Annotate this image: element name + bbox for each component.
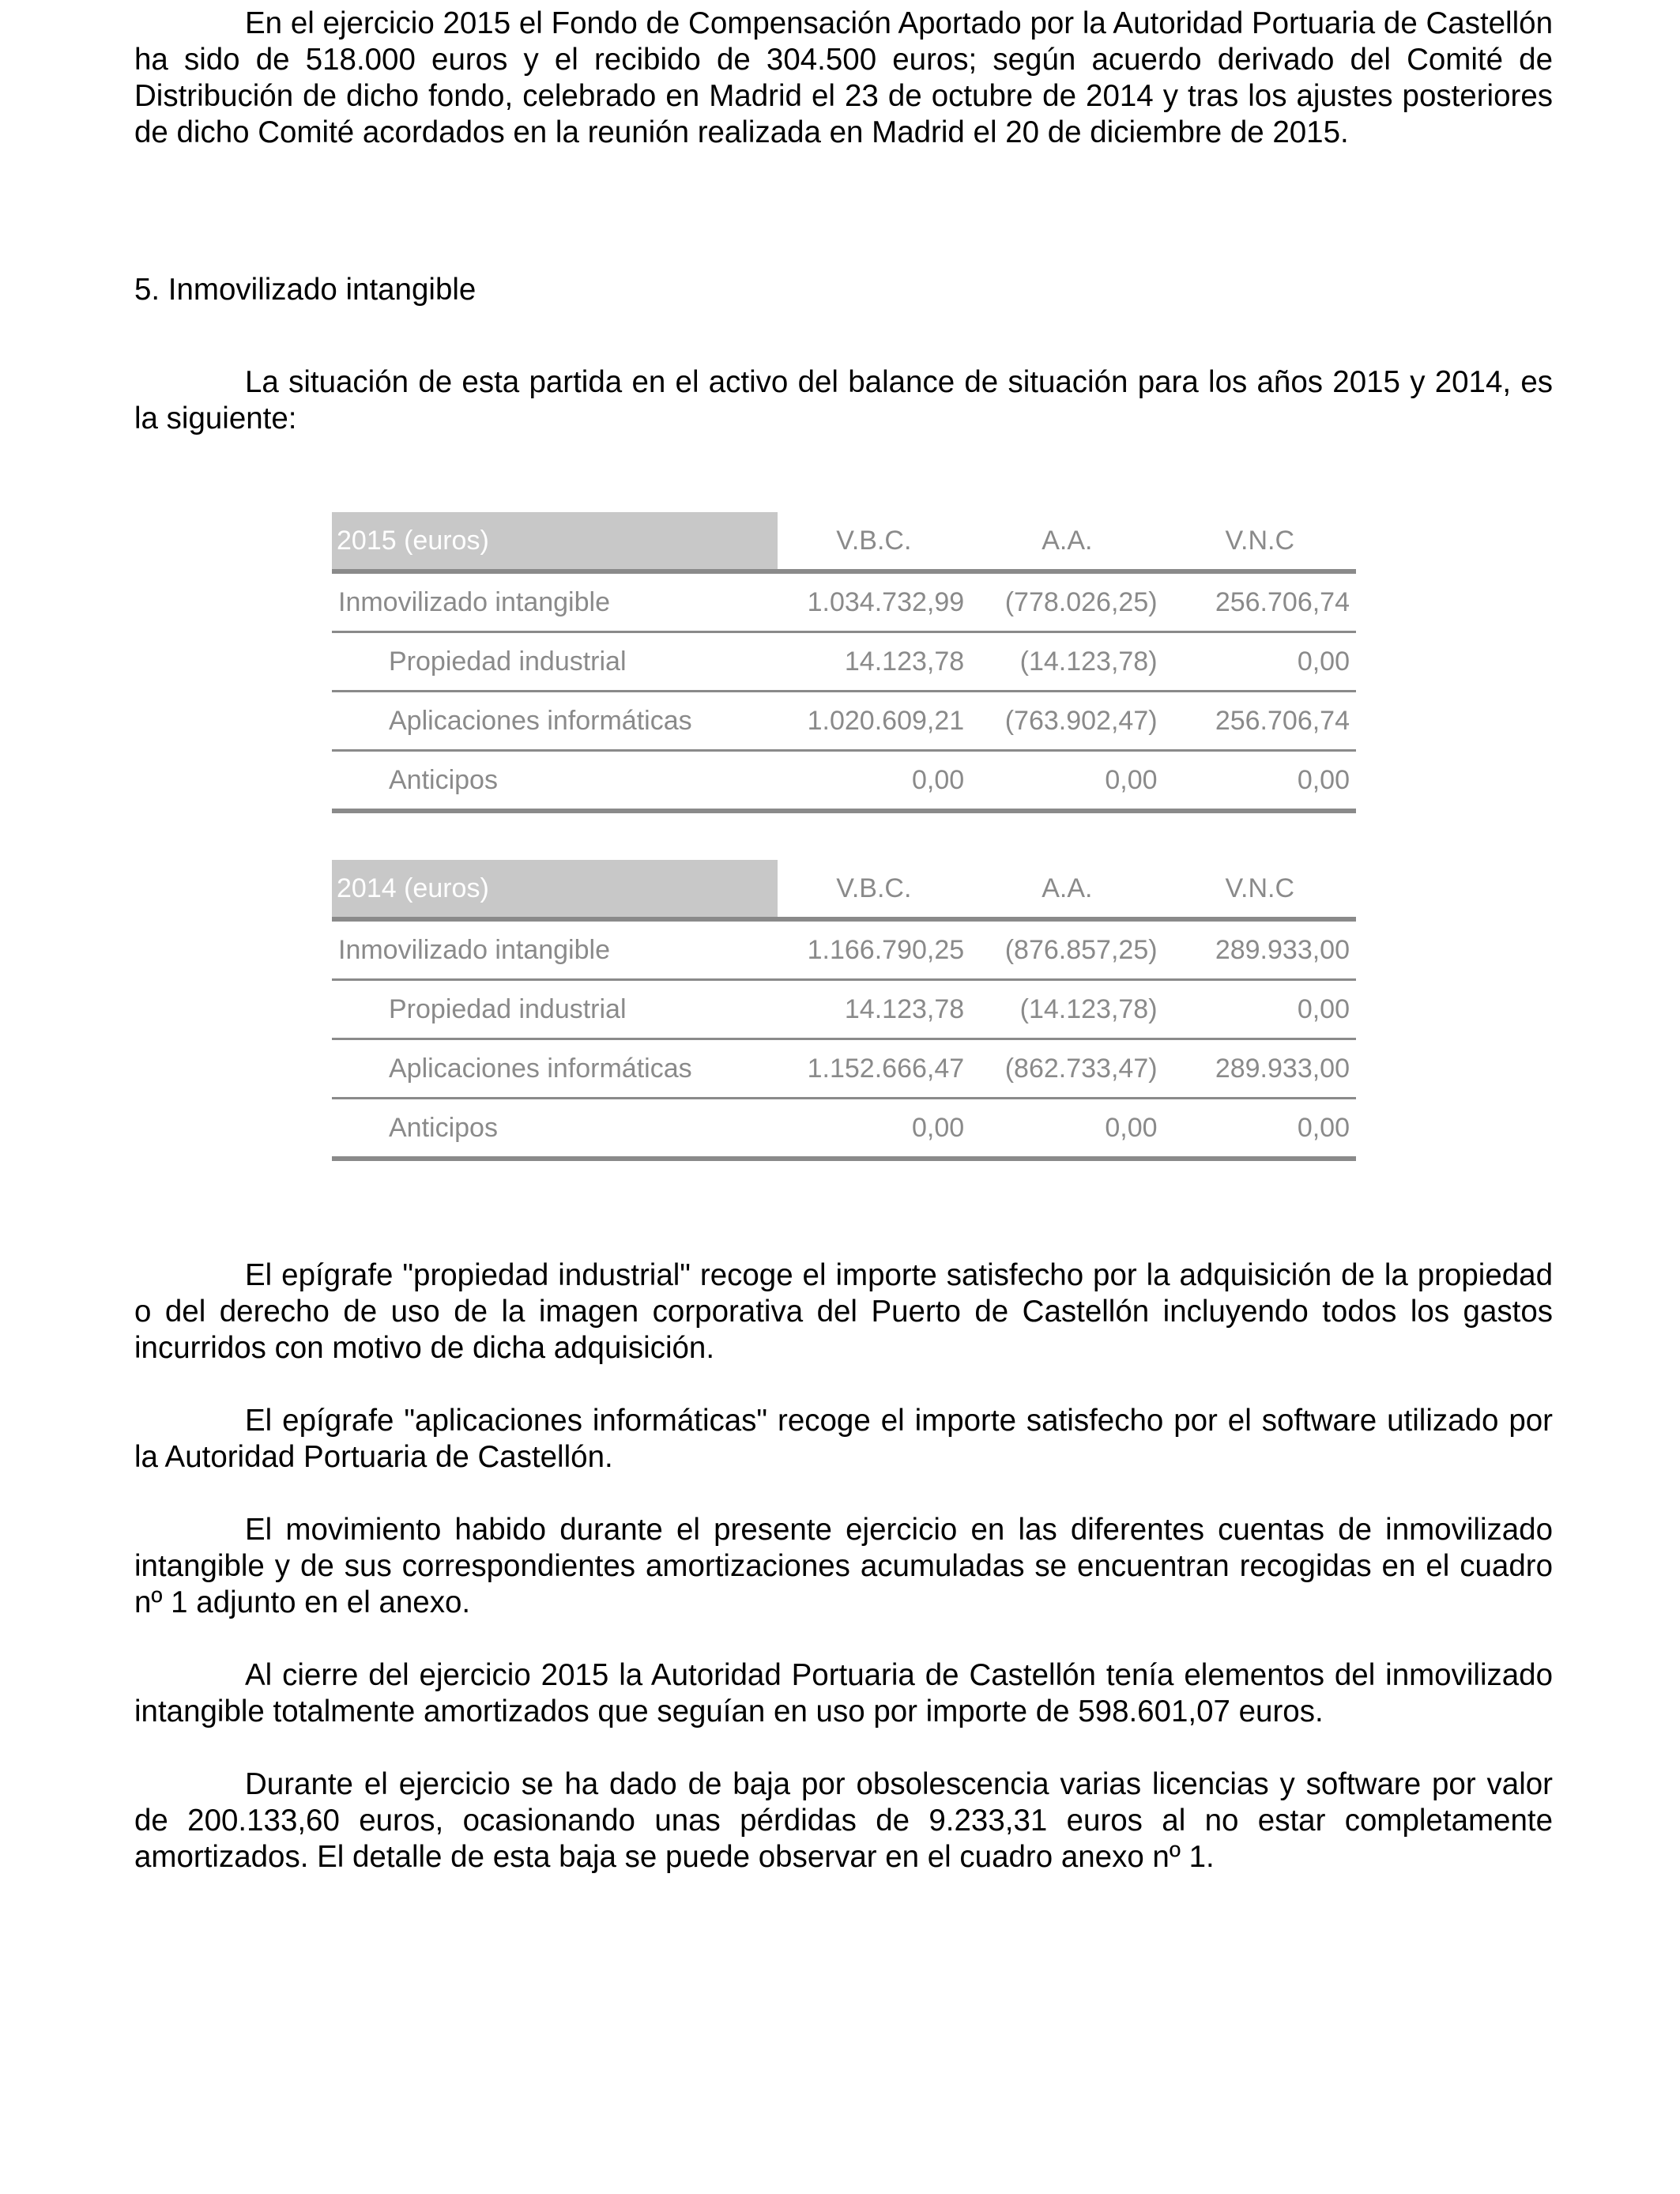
- row-label: Inmovilizado intangible: [332, 571, 778, 632]
- cell-aa: (14.123,78): [970, 632, 1163, 692]
- column-header-vnc: V.N.C: [1164, 860, 1356, 919]
- cell-vnc: 289.933,00: [1164, 919, 1356, 980]
- column-header-vnc: V.N.C: [1164, 512, 1356, 571]
- paragraph-fondo-compensacion: En el ejercicio 2015 el Fondo de Compensación Aportado por la Autoridad Portuaria de Castellón ha sido de 518.000 euros y el recibido de 304.500 euros; según acuerdo derivado del Comité de Distribución de dicho fondo, celebrado en Madrid el 23 de octubre de 2014 y tras los ajustes posteriores de dicho Comité acordados en la reunión realizada en Madrid el 20 de diciembre de 2015.: [134, 6, 1553, 149]
- row-label: Aplicaciones informáticas: [332, 692, 778, 751]
- cell-aa: 0,00: [970, 1099, 1163, 1159]
- row-label: Propiedad industrial: [332, 980, 778, 1039]
- cell-vbc: 1.166.790,25: [778, 919, 971, 980]
- paragraph-baja-obsolescencia: Durante el ejercicio se ha dado de baja por obsolescencia varias licencias y software por valor de 200.133,60 euros, ocasionando unas pérdidas de 9.233,31 euros al no estar completamente amortizados. El detalle de esta baja se puede observar en el cuadro anexo nº 1.: [134, 1767, 1553, 1874]
- table-row: [332, 919, 1356, 980]
- column-header-vbc: V.B.C.: [778, 512, 971, 571]
- table-header-row: [332, 860, 1356, 919]
- table-2014: [332, 860, 1356, 1161]
- cell-vbc: 1.152.666,47: [778, 1039, 971, 1099]
- column-header-aa: A.A.: [970, 512, 1163, 571]
- table-year-label: 2014 (euros): [332, 860, 778, 919]
- section-heading: 5. Inmovilizado intangible: [134, 273, 477, 307]
- row-label: Anticipos: [332, 751, 778, 812]
- paragraph-aplicaciones-informaticas: El epígrafe "aplicaciones informáticas" recoge el importe satisfecho por el software utilizado por la Autoridad Portuaria de Castellón.: [134, 1404, 1553, 1474]
- table-row: [332, 692, 1356, 751]
- table-row: [332, 571, 1356, 632]
- cell-aa: (862.733,47): [970, 1039, 1163, 1099]
- column-header-aa: A.A.: [970, 860, 1163, 919]
- cell-aa: (778.026,25): [970, 571, 1163, 632]
- row-label: Inmovilizado intangible: [332, 919, 778, 980]
- table-header-row: [332, 512, 1356, 571]
- section-intro: La situación de esta partida en el activo del balance de situación para los años 2015 y 2014, es la siguiente:: [134, 365, 1553, 435]
- cell-aa: (14.123,78): [970, 980, 1163, 1039]
- row-label: Anticipos: [332, 1099, 778, 1159]
- cell-vbc: 0,00: [778, 1099, 971, 1159]
- paragraph-totalmente-amortizados: Al cierre del ejercicio 2015 la Autoridad Portuaria de Castellón tenía elementos del inmovilizado intangible totalmente amortizados que seguían en uso por importe de 598.601,07 euros.: [134, 1658, 1553, 1728]
- table-row: [332, 1039, 1356, 1099]
- cell-vnc: 256.706,74: [1164, 571, 1356, 632]
- table-year-label: 2015 (euros): [332, 512, 778, 571]
- table-row: [332, 751, 1356, 812]
- row-label: Propiedad industrial: [332, 632, 778, 692]
- cell-vnc: 0,00: [1164, 980, 1356, 1039]
- cell-vbc: 14.123,78: [778, 980, 971, 1039]
- paragraph-propiedad-industrial: El epígrafe "propiedad industrial" recoge el importe satisfecho por la adquisición de la propiedad o del derecho de uso de la imagen corporativa del Puerto de Castellón incluyendo todos los gastos incurridos con motivo de dicha adquisición.: [134, 1258, 1553, 1365]
- table-row: [332, 1099, 1356, 1159]
- cell-vnc: 0,00: [1164, 751, 1356, 812]
- cell-aa: (876.857,25): [970, 919, 1163, 980]
- cell-vbc: 1.034.732,99: [778, 571, 971, 632]
- cell-vnc: 289.933,00: [1164, 1039, 1356, 1099]
- column-header-vbc: V.B.C.: [778, 860, 971, 919]
- table-row: [332, 980, 1356, 1039]
- cell-vbc: 14.123,78: [778, 632, 971, 692]
- cell-vbc: 0,00: [778, 751, 971, 812]
- cell-vnc: 0,00: [1164, 1099, 1356, 1159]
- cell-vbc: 1.020.609,21: [778, 692, 971, 751]
- cell-vnc: 0,00: [1164, 632, 1356, 692]
- paragraph-movimiento: El movimiento habido durante el presente ejercicio en las diferentes cuentas de inmovilizado intangible y de sus correspondientes amortizaciones acumuladas se encuentran recogidas en el cuadro nº 1 adjunto en el anexo.: [134, 1513, 1553, 1619]
- table-row: [332, 632, 1356, 692]
- cell-aa: 0,00: [970, 751, 1163, 812]
- table-2015: [332, 512, 1356, 813]
- cell-vnc: 256.706,74: [1164, 692, 1356, 751]
- cell-aa: (763.902,47): [970, 692, 1163, 751]
- row-label: Aplicaciones informáticas: [332, 1039, 778, 1099]
